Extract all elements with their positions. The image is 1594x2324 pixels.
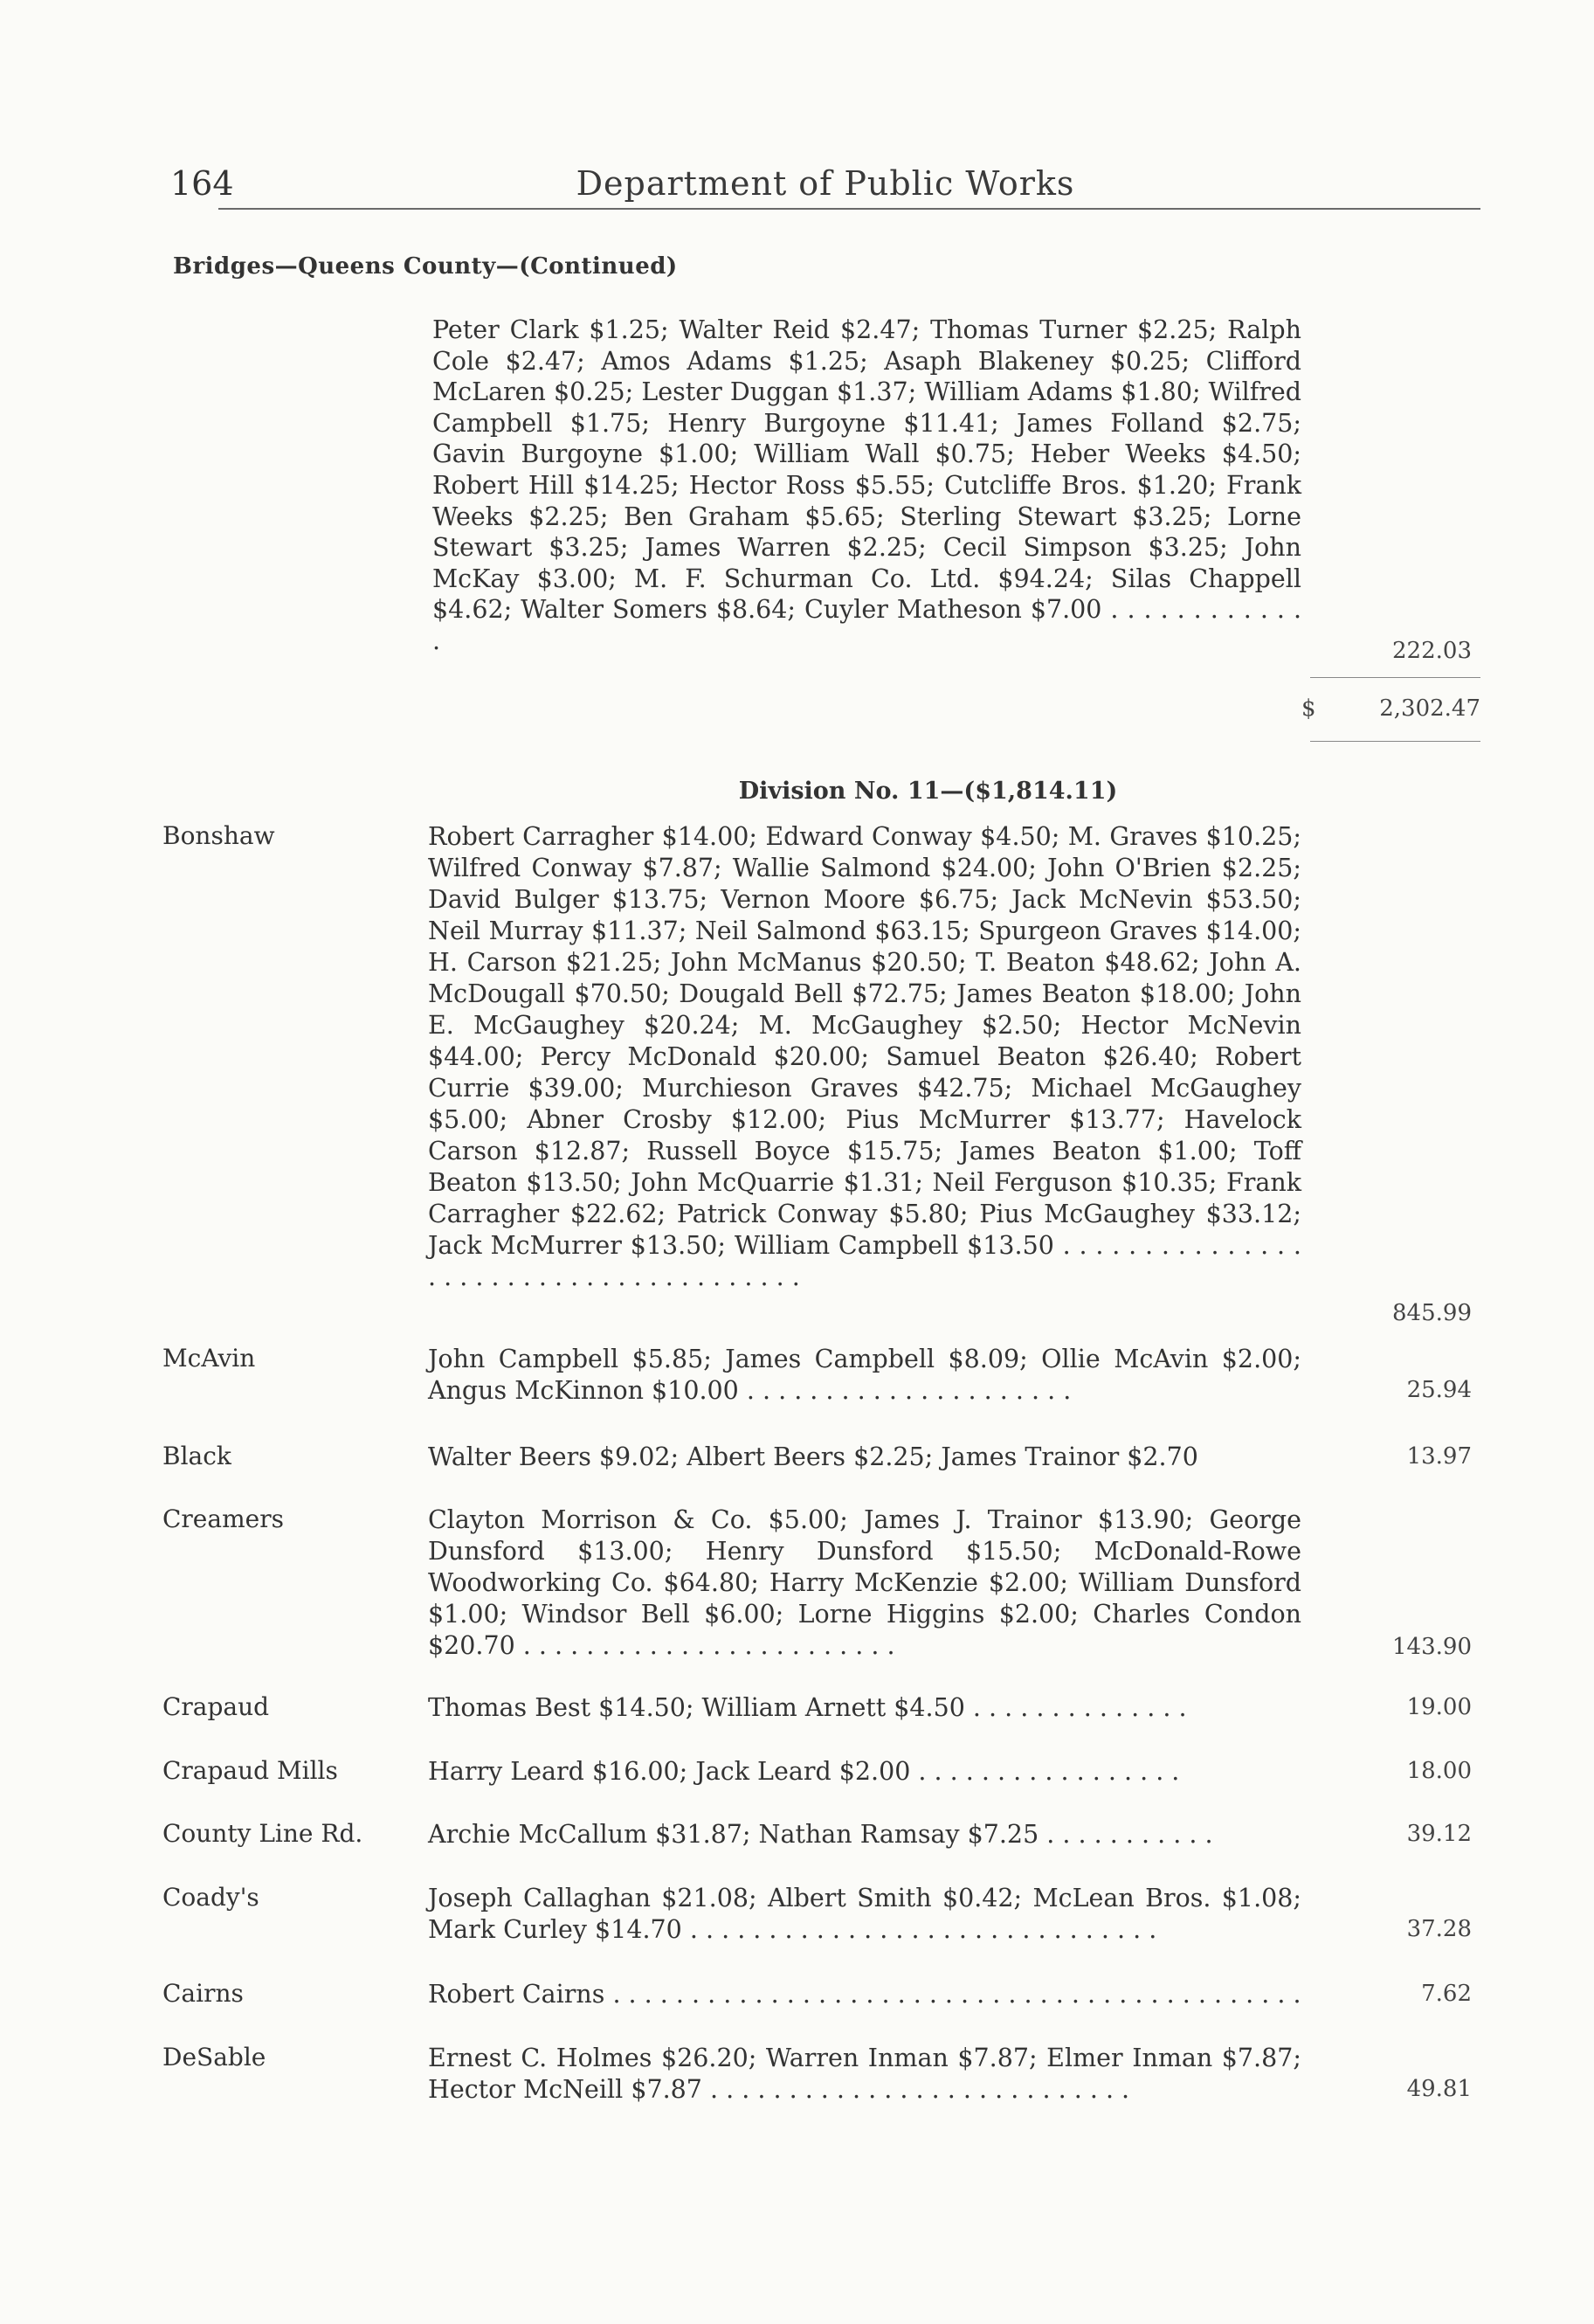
entry-place: Crapaud Mills [162, 1756, 338, 1785]
entry-place: Black [162, 1442, 231, 1470]
entry-amount: 49.81 [1406, 2076, 1472, 2102]
entry-items: Robert Cairns . . . . . . . . . . . . . . . . . . . . . . . . . . . . . . . . . . . . . . . . . . . . [428, 1980, 1301, 2009]
entry-items: Archie McCallum $31.87; Nathan Ramsay $7.25 . . . . . . . . . . . [428, 1820, 1213, 1849]
entry-items: Thomas Best $14.50; William Arnett $4.50 . . . . . . . . . . . . . . [428, 1693, 1187, 1722]
header-rule [218, 208, 1480, 210]
division-heading: Division No. 11—($1,814.11) [738, 778, 1118, 805]
entry-place: Coady's [162, 1883, 259, 1912]
section-heading: Bridges—Queens County—(Continued) [173, 253, 678, 280]
running-head: Department of Public Works [576, 164, 1075, 203]
entry-items: Walter Beers $9.02; Albert Beers $2.25; James Trainor $2.70 [428, 1442, 1198, 1471]
page-header [170, 164, 1480, 213]
page-number: 164 [170, 164, 234, 203]
entry-place: Bonshaw [162, 821, 275, 850]
entry-items: Robert Carragher $14.00; Edward Conway $4.50; M. Graves $10.25; Wilfred Conway $7.87; Wallie Salmond $24.00; John O'Brien $2.25; David Bulger $13.75; Vernon Moore $6.75; Jack McNevin $53.50; Neil Murray $11.37; Neil Salmond $63.15; Spurgeon Graves $14.00; H. Carson $21.25; John McManus $20.50; T. Beaton $48.62; John A. McDougall $70.50; Dougald Bell $72.75; James Beaton $18.00; John E. McGaughey $20.24; M. McGaughey $2.50; Hector McNevin $44.00; Percy McDonald $20.00; Samuel Beaton $26.40; Robert Currie $39.00; Murchieson Graves $42.75; Michael McGaughey $5.00; Abner Crosby $12.00; Pius McMurrer $13.77; Havelock Carson $12.87; Russell Boyce $15.75; James Beaton $1.00; Toff Beaton $13.50; John McQuarrie $1.31; Neil Ferguson $10.35; Frank Carragher $22.62; Patrick Conway $5.80; Pius McGaughey $33.12; Jack McMurrer $13.50; William Campbell $13.50 . . . . . . . . . . . . . . . . . . . . . . . . . . . . . . . . . . . . . . . [428, 822, 1301, 1291]
entry-amount: 39.12 [1406, 1821, 1472, 1847]
entry-amount: 19.00 [1406, 1694, 1472, 1720]
section-total-value: 2,302.47 [1379, 695, 1480, 722]
entry-place: Crapaud [162, 1692, 270, 1721]
entry-place: Cairns [162, 1979, 244, 2008]
entry-amount: 25.94 [1406, 1377, 1472, 1403]
entry-place: Creamers [162, 1504, 284, 1533]
entry-amount: 13.97 [1406, 1443, 1472, 1470]
currency-sign: $ [1301, 695, 1316, 722]
entry-amount: 845.99 [1392, 1300, 1472, 1326]
entry-amount: 37.28 [1406, 1916, 1472, 1942]
entry-items: Ernest C. Holmes $26.20; Warren Inman $7.87; Elmer Inman $7.87; Hector McNeill $7.87 . . . . . . . . . . . . . . . . . . . . . . . . . . . [428, 2044, 1301, 2104]
continued-paragraph: Peter Clark $1.25; Walter Reid $2.47; Thomas Turner $2.25; Ralph Cole $2.47; Amos Adams $1.25; Asaph Blakeney $0.25; Clifford McLaren $0.25; Lester Duggan $1.37; William Adams $1.80; Wilfred Campbell $1.75; Henry Burgoyne $11.41; James Folland $2.75; Gavin Burgoyne $1.00; William Wall $0.75; Heber Weeks $4.50; Robert Hill $14.25; Hector Ross $5.55; Cutcliffe Bros. $1.20; Frank Weeks $2.25; Ben Graham $5.65; Sterling Stewart $3.25; Lorne Stewart $3.25; James Warren $2.25; Cecil Simpson $3.25; John McKay $3.00; M. F. Schurman Co. Ltd. $94.24; Silas Chappell $4.62; Walter Somers $8.64; Cuyler Matheson $7.00 . . . . . . . . . . . . . [432, 315, 1301, 655]
subtotal-rule [1310, 677, 1480, 678]
entry-place: McAvin [162, 1344, 256, 1373]
entry-amount: 143.90 [1392, 1634, 1472, 1660]
entry-items: Clayton Morrison & Co. $5.00; James J. Trainor $13.90; George Dunsford $13.00; Henry Dunsford $15.50; McDonald-Rowe Woodworking Co. $64.80; Harry McKenzie $2.00; William Dunsford $1.00; Windsor Bell $6.00; Lorne Higgins $2.00; Charles Condon $20.70 . . . . . . . . . . . . . . . . . . . . . . . . [428, 1505, 1301, 1660]
entry-amount: 18.00 [1406, 1758, 1472, 1784]
continued-amount: 222.03 [1392, 638, 1472, 664]
entry-items: John Campbell $5.85; James Campbell $8.09; Ollie McAvin $2.00; Angus McKinnon $10.00 . . . . . . . . . . . . . . . . . . . . . [428, 1345, 1301, 1405]
entry-place: County Line Rd. [162, 1819, 363, 1848]
entry-items: Joseph Callaghan $21.08; Albert Smith $0.42; McLean Bros. $1.08; Mark Curley $14.70 . . . . . . . . . . . . . . . . . . . . . . . . . . . . . . [428, 1884, 1301, 1944]
entry-place: DeSable [162, 2043, 266, 2072]
entry-amount: 7.62 [1421, 1981, 1472, 2007]
total-rule [1310, 741, 1480, 742]
entry-items: Harry Leard $16.00; Jack Leard $2.00 . . . . . . . . . . . . . . . . . [428, 1757, 1180, 1786]
